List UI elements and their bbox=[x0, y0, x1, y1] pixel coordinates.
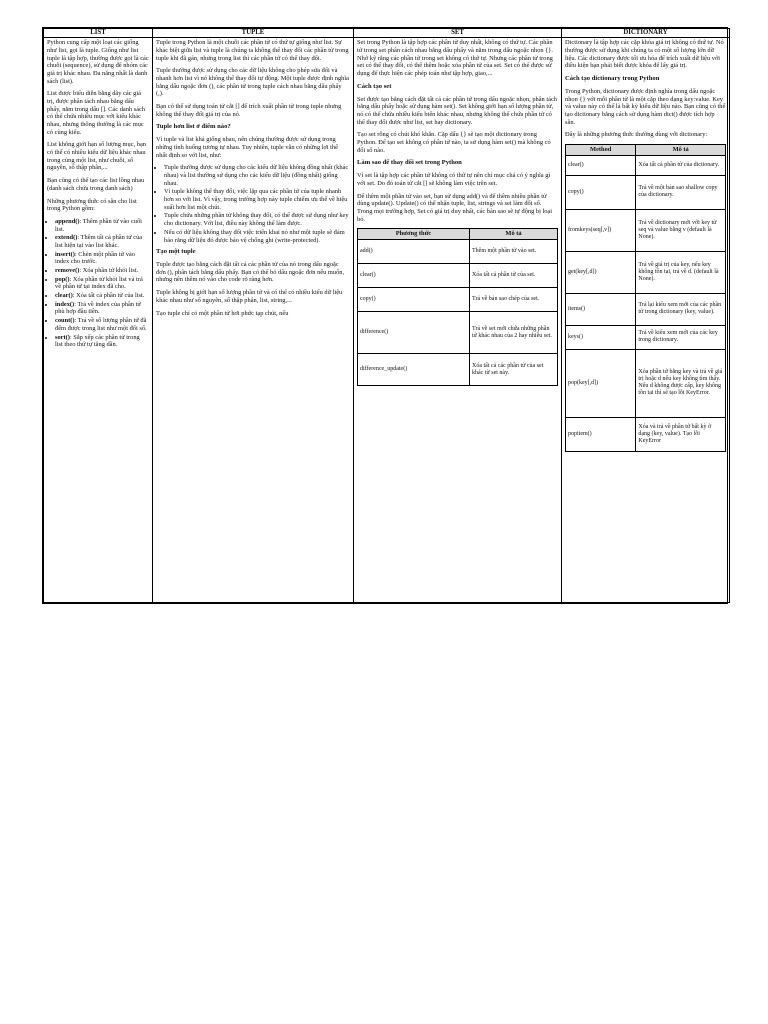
set-methods-table bbox=[357, 228, 558, 386]
list-para: List không giới hạn số lượng mục, bạn có thể có nhiều kiểu dữ liệu khác nhau trong cùng một list, như chuỗi, số nguyên, số thập phân,... bbox=[47, 141, 146, 172]
dict-table-row: clear() Xóa tất cả phần tử của dictionary. bbox=[566, 155, 726, 175]
list-intro: Python cung cấp một loạt các giống như list, gọi là tuple. Giống như list tuple là tập hợp, thường được gọi là các chuỗi (sequence), sử dụng để nhóm các giá trị khác nhau. Đa năng nhất là danh sách (list). bbox=[47, 39, 149, 85]
comparison-table-page-1 bbox=[42, 27, 728, 604]
list-methods bbox=[55, 218, 149, 349]
tuple-heading-create: Tạo một tuple bbox=[156, 248, 196, 256]
set-table-row: copy() Trả về bản sao chép của set. bbox=[358, 288, 558, 312]
tuple-column bbox=[153, 38, 354, 603]
dictionary-column bbox=[562, 38, 730, 603]
header-set: SET bbox=[354, 29, 562, 38]
comparison-table bbox=[43, 28, 730, 603]
list-method-item: • sort(): Sắp xếp các phần tử trong list theo thứ tự tăng dần. bbox=[55, 334, 149, 349]
set-para: Set được tạo bằng cách đặt tất cả các phần tử trong dấu ngoặc nhọn, phân tách bằng dấu phẩy hoặc sử dụng hàm set(). Set không giới hạn số lượng phần tử, nó có thể chứa nhiều kiểu biến khác nhau, nhưng không thể chứa phần tử có thể thay đổi được như list, set hay dictionary. bbox=[357, 95, 557, 126]
header-list: LIST bbox=[44, 29, 153, 38]
list-method-item: • pop(): Xóa phần tử khỏi list và trả về phần tử tại index đã cho. bbox=[55, 276, 149, 291]
set-para: Tạo set rỗng có chút khó khăn. Cặp dấu {} sẽ tạo một dictionary trong Python. Để tạo set không có phần tử nào, ta sử dụng hàm set() mà không có đối số nào. bbox=[357, 131, 551, 154]
dict-table-row: copy() Trả về một bản sao shallow copy của dictionary. bbox=[566, 175, 726, 209]
list-column bbox=[44, 38, 153, 603]
dict-para: Trong Python, dictionary được định nghĩa trong dấu ngoặc nhọn {} với mỗi phần tử là một cặp theo dạng key:value. Key và value này có thể là bất kỳ kiểu dữ liệu nào. Bạn cũng có thể tạo dictionary bằng cách sử dụng hàm dict() được tích hợp sẵn. bbox=[565, 87, 726, 126]
tuple-advantage-item: • Tuple thường được sử dụng cho các kiểu dữ liệu không đồng nhất (khác nhau) và list thường sử dụng cho các kiểu dữ liệu (đồng nhất) giống nhau. bbox=[164, 164, 350, 187]
tuple-heading-why: Tuple hơn list ở điểm nào? bbox=[156, 123, 231, 131]
dict-heading-create: Cách tạo dictionary trong Python bbox=[565, 74, 660, 82]
set-table-row: clear() Xóa tất cả phần tử của set. bbox=[358, 264, 558, 288]
tuple-para: Vì tuple và list khá giống nhau, nên chúng thường được sử dụng trong những tình huống tương tự nhau. Tuy nhiên, tuple vẫn có những lợi thế nhất định so với list, như: bbox=[156, 136, 338, 159]
dict-table-row: keys() Trả về kiểu xem mới của các key trong dictionary. bbox=[566, 325, 726, 349]
list-methods-intro: Những phương thức có sẵn cho list trong Python gồm: bbox=[47, 197, 137, 213]
set-table-header: Phương thức Mô tả bbox=[358, 229, 558, 240]
dict-table-row: popitem() Xóa và trả về phần tử bất kỳ ở dạng (key, value). Tạo lỗi KeyError bbox=[566, 417, 726, 451]
tuple-advantage-item: • Vì tuple không thể thay đổi, việc lặp qua các phần tử của tuple nhanh hơn so với list. Vì vậy, trong trường hợp này tuple chiếm ưu thế về hiệu suất hơn list một chút. bbox=[164, 188, 350, 211]
set-heading-create: Cách tạo set bbox=[357, 82, 392, 90]
tuple-para: Tạo tuple chỉ có một phần tử hơi phức tạp chút, nếu bbox=[156, 309, 289, 317]
dict-table-row: pop(key[,d]) Xóa phần tử bằng key và trả về giá trị hoặc d nếu key không tìm thấy. Nếu d không được cấp, key không tồn tại thì sẽ tạo lỗi KeyError. bbox=[566, 349, 726, 417]
dict-table-row: fromkeys(seq[,v]) Trả về dictionary mới với key từ seq và value bằng v (default là None). bbox=[566, 209, 726, 251]
tuple-para: Tuple được tạo bằng cách đặt tất cả các phần tử của nó trong dấu ngoặc đơn (), phân tách bằng dấu phẩy. Bạn có thể bỏ dấu ngoặc đơn nếu muốn, nhưng nên thêm nó vào cho code rõ ràng hơn. bbox=[156, 261, 345, 284]
header-tuple: TUPLE bbox=[153, 29, 354, 38]
header-row bbox=[44, 29, 730, 38]
tuple-advantage-item: • Tuple chứa những phần tử không thay đổi, có thể được sử dụng như key cho dictionary. Với list, điều này không thể làm được. bbox=[164, 212, 350, 227]
list-method-item: • insert(): Chèn một phần tử vào index cho trước. bbox=[55, 251, 149, 266]
content-row bbox=[44, 38, 730, 603]
tuple-para: Tuple thường được sử dụng cho các dữ liệu không cho phép sửa đổi và nhanh hơn list vì nó không thể thay đổi tự động. Một tuple được định nghĩa bằng dấu ngoặc đơn (), các phần tử trong tuple cách nhau bằng dấu phẩy (,). bbox=[156, 67, 349, 98]
dict-methods-table bbox=[565, 144, 726, 452]
list-para: Bạn cũng có thể tạo các list lồng nhau (danh sách chứa trong danh sách) bbox=[47, 177, 145, 192]
dict-table-header: Method Mô tả bbox=[566, 144, 726, 155]
list-para: List được biểu diễn bằng dãy các giá trị, được phân tách nhau bằng dấu phẩy, nằm trong dấu []. Các danh sách có thể chứa nhiều mục với kiểu khác nhau, nhưng thông thường là các mục có cùng kiểu. bbox=[47, 90, 146, 136]
set-para: Để thêm một phần tử vào set, bạn sử dụng add() và để thêm nhiều phần tử dùng update(). Update() có thể nhận tuple, list, strings và set làm đối số. Trong mọi trường hợp, Set có giá trị duy nhất, các bản sao sẽ tự động bị loại bỏ. bbox=[357, 192, 553, 223]
list-method-item: • count(): Trả về số lượng phần tử đã đếm được trong list như một đối số. bbox=[55, 317, 149, 332]
list-method-item: • clear(): Xóa tất cả phần tử của list. bbox=[55, 292, 149, 300]
page-gap bbox=[0, 604, 768, 1012]
dict-para: Dictionary là tập hợp các cặp khóa giá trị không có thứ tự. Nó thường được sử dụng khi chúng ta có một số lượng lớn dữ liệu. Các dictionary được tối ưu hóa để trích xuất dữ liệu với điều kiện bạn phải biết được khóa để lấy giá trị. bbox=[565, 39, 724, 70]
tuple-para: Tuple trong Python là một chuỗi các phần tử có thứ tự giống như list. Sự khác biệt giữa list và tuple là chúng ta không thể thay đổi các phần tử trong tuple khi đã gán, nhưng trong list thì các phần tử có thể thay đổi. bbox=[156, 39, 349, 62]
dict-para: Đây là những phương thức thường dùng với dictionary: bbox=[565, 131, 708, 139]
list-method-item: • append(): Thêm phần tử vào cuối list. bbox=[55, 218, 149, 233]
set-para: Vì set là tập hợp các phần tử không có thứ tự nên chỉ mục chả có ý nghĩa gì với set. Do đó toán tử cắt [] sẽ không làm việc trên set. bbox=[357, 172, 551, 187]
header-dictionary: DICTIONARY bbox=[562, 29, 730, 38]
list-method-item: • remove(): Xóa phần tử khỏi list. bbox=[55, 267, 149, 275]
set-heading-change: Làm sao để thay đổi set trong Python bbox=[357, 159, 462, 167]
set-table-row: add() Thêm một phần tử vào set. bbox=[358, 240, 558, 264]
tuple-advantage-item: • Nếu có dữ liệu không thay đổi việc triển khai nó như một tuple sẽ đảm bảo rằng dữ liệu đó được bảo vệ chống ghi (write-protected). bbox=[164, 229, 350, 244]
set-table-row: difference() Trả về set mới chứa những phần tử khác nhau của 2 hay nhiều set. bbox=[358, 312, 558, 354]
list-method-item: • extend(): Thêm tất cả phần tử của list hiện tại vào list khác. bbox=[55, 234, 149, 249]
tuple-advantages bbox=[164, 164, 350, 244]
dict-table-row: get(key[,d]) Trả về giá trị của key, nếu key không tồn tại, trả về d. (default là None). bbox=[566, 251, 726, 293]
tuple-para: Tuple không bị giới hạn số lượng phần tử và có thể có nhiều kiểu dữ liệu khác nhau như số nguyên, số thập phân, list, string,... bbox=[156, 289, 343, 304]
dict-table-row: items() Trả lại kiểu xem mới của các phần tử trong dictionary (key, value). bbox=[566, 293, 726, 325]
set-para: Set trong Python là tập hợp các phần tử duy nhất, không có thứ tự. Các phần tử trong set phân cách nhau bằng dấu phẩy và nằm trong dấu ngoặc nhọn {}. Nhớ kỹ rằng các phần tử trong set không có thứ tự. Nhưng các phần tử trong set có thể thay đổi, có thể thêm hoặc xóa phần tử của set. Set có thể được sử dụng để thực hiện các phép toán như tập hợp, giao,... bbox=[357, 39, 553, 77]
tuple-para: Bạn có thể sử dụng toán tử cắt [] để trích xuất phần tử trong tuple nhưng không thể thay đổi giá trị của nó. bbox=[156, 102, 342, 118]
list-method-item: • index(): Trả về index của phần tử phù hợp đầu tiên. bbox=[55, 301, 149, 316]
set-column bbox=[354, 38, 562, 603]
set-table-row: difference_update() Xóa tất cả các phần tử của set khác từ set này. bbox=[358, 354, 558, 386]
